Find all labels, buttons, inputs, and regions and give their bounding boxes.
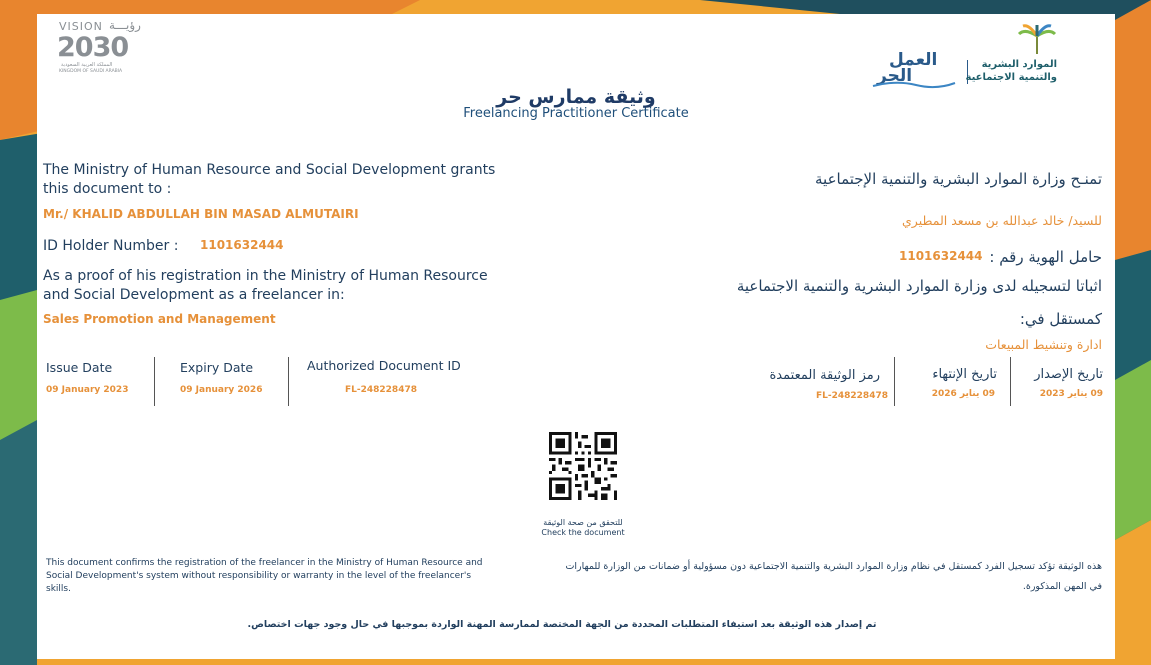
- freelance-logo-line1: العمل: [889, 50, 938, 70]
- english-holder-name: Mr./ KHALID ABDULLAH BIN MASAD ALMUTAIRI: [43, 207, 359, 221]
- ministry-logo-line1: الموارد البشرية: [981, 59, 1057, 70]
- vision-arabic-label: رؤيـــة: [109, 18, 141, 32]
- qr-caption-english: Check the document: [541, 528, 625, 537]
- english-date-divider-1: [154, 357, 155, 406]
- qr-caption-arabic: للتحقق من صحة الوثيقة: [543, 518, 623, 527]
- english-profession: Sales Promotion and Management: [43, 312, 276, 326]
- arabic-id-value: 1101632444: [899, 249, 983, 263]
- vision-year: 2030: [57, 32, 129, 63]
- certificate-card: [37, 14, 1115, 659]
- english-expiry-value: 09 January 2026: [180, 385, 263, 395]
- arabic-docid-label: رمز الوثيقة المعتمدة: [769, 368, 880, 383]
- arabic-freelancer-in: كمستقل في:: [1019, 310, 1102, 328]
- qr-code[interactable]: [549, 432, 617, 500]
- english-id-label: ID Holder Number :: [43, 238, 179, 254]
- english-grant-text: The Ministry of Human Resource and Social Development grants this document to :: [43, 162, 496, 197]
- arabic-profession: ادارة وتنشيط المبيعات: [985, 337, 1102, 352]
- footer-english-note: This document confirms the registration of the freelancer in the Ministry of Human Resource and Social Development's system without responsibility or warranty in the level of the freelancer's skills.: [46, 558, 483, 594]
- vision-country-english: KINGDOM OF SAUDI ARABIA: [59, 69, 123, 74]
- english-issue-label: Issue Date: [46, 360, 113, 375]
- arabic-issue-label: تاريخ الإصدار: [1034, 367, 1103, 382]
- palm-tree-icon: [1017, 24, 1057, 56]
- vision-country-arabic: المملكة العربية السعودية: [61, 62, 113, 68]
- arabic-date-divider-1: [1010, 357, 1011, 406]
- footer-arabic-note: هذه الوثيقة تؤكد تسجيل الفرد كمستقل في نظام وزارة الموارد البشرية والتنمية الاجتماعية دون مسؤولية أو ضمانات من الوزارة للمهارات في المهن المذكورة.: [565, 561, 1102, 592]
- arabic-docid-value: FL-248228478: [816, 391, 888, 401]
- arabic-expiry-value: 09 يناير 2026: [931, 389, 995, 399]
- english-id-value: 1101632444: [200, 238, 284, 252]
- arabic-expiry-label: تاريخ الإنتهاء: [932, 367, 997, 382]
- arabic-date-divider-2: [894, 357, 895, 406]
- english-date-divider-2: [288, 357, 289, 406]
- footer-arabic-bold-note: تم إصدار هذه الوثيقة بعد استيفاء المتطلبات المحددة من الجهة المختصة لممارسة المهنة الواردة بموجبها في حال وجود جهات اختصاص.: [247, 619, 877, 630]
- english-docid-value: FL-248228478: [345, 385, 417, 395]
- arabic-issue-value: 09 يناير 2023: [1039, 389, 1103, 399]
- ministry-logo: [965, 24, 1065, 94]
- title-arabic: وثيقة ممارس حر: [496, 86, 656, 108]
- freelance-logo-line2: الحر: [877, 66, 913, 86]
- english-docid-label: Authorized Document ID: [307, 358, 461, 373]
- english-proof-text: As a proof of his registration in the Ministry of Human Resource and Social Development as a freelancer in:: [43, 268, 488, 303]
- english-expiry-label: Expiry Date: [180, 360, 254, 375]
- english-issue-value: 09 January 2023: [46, 385, 129, 395]
- arabic-id-label: حامل الهوية رقم :: [989, 248, 1102, 266]
- freelance-logo: [867, 50, 957, 90]
- title-english: Freelancing Practitioner Certificate: [463, 106, 689, 121]
- ministry-logo-line2: والتنمية الاجتماعية: [965, 72, 1057, 83]
- arabic-holder-name: للسيد/ خالد عبدالله بن مسعد المطيري: [902, 213, 1102, 228]
- arabic-proof-text: اثباتا لتسجيله لدى وزارة الموارد البشرية والتنمية الاجتماعية: [736, 277, 1102, 295]
- vision-label: VISION: [59, 20, 103, 33]
- arabic-grant-text: تمنـح وزارة الموارد البشرية والتنمية الإجتماعية: [815, 170, 1102, 188]
- vision-2030-logo: [55, 18, 145, 78]
